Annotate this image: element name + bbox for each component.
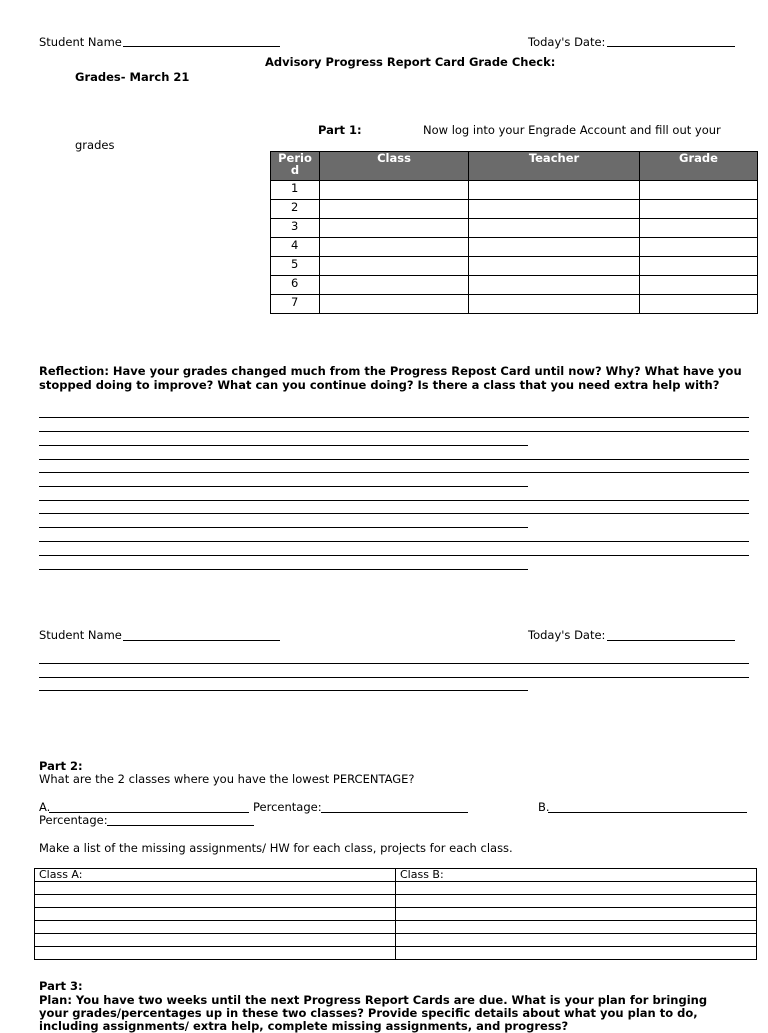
answer-line (39, 555, 749, 556)
answer-line (39, 459, 749, 460)
grade-cell[interactable] (640, 257, 758, 276)
missing-list-instruction: Make a list of the missing assignments/ HW for each class, projects for each class. (39, 841, 513, 855)
student-name-label: Student Name (39, 35, 122, 49)
period-number: 1 (271, 181, 320, 200)
class-a-label: A. (39, 800, 51, 814)
today-date-label: Today's Date: (528, 35, 606, 49)
class-b-cell[interactable] (396, 947, 757, 960)
answer-line (39, 677, 749, 678)
student-name-label-2: Student Name (39, 628, 122, 642)
today-date-field-2[interactable] (528, 628, 605, 642)
class-cell[interactable] (320, 276, 469, 295)
class-cell[interactable] (320, 238, 469, 257)
table-row (271, 181, 758, 200)
class-b-cell[interactable] (396, 921, 757, 934)
table-row (35, 882, 757, 895)
missing-assignments-table (34, 868, 757, 960)
page-title: Advisory Progress Report Card Grade Check: (265, 55, 556, 69)
table-row (35, 869, 757, 882)
percentage-label-a: Percentage: (253, 800, 322, 814)
header-teacher: Teacher (469, 152, 640, 181)
class-b-cell[interactable] (396, 908, 757, 921)
answer-line (39, 445, 528, 446)
table-row (35, 908, 757, 921)
class-b-header: Class B: (396, 869, 757, 882)
class-b-cell[interactable] (396, 882, 757, 895)
period-number: 4 (271, 238, 320, 257)
part3-plan-line1: Plan: You have two weeks until the next Progress Report Cards are due. What is your plan for bringing (39, 993, 708, 1007)
grade-cell[interactable] (640, 238, 758, 257)
answer-line (39, 527, 528, 528)
grades-table (270, 151, 758, 314)
answer-line (39, 472, 749, 473)
answer-line (39, 500, 749, 501)
grades-date: Grades- March 21 (75, 70, 190, 84)
today-date-line (607, 46, 735, 47)
period-number: 5 (271, 257, 320, 276)
part2-question: What are the 2 classes where you have the lowest PERCENTAGE? (39, 772, 415, 786)
table-row (271, 295, 758, 314)
percentage-label-b: Percentage: (39, 813, 108, 827)
part3-plan-line3: including assignments/ extra help, complete missing assignments, and progress? (39, 1019, 569, 1033)
class-a-cell[interactable] (35, 895, 396, 908)
teacher-cell[interactable] (469, 257, 640, 276)
table-row (271, 238, 758, 257)
teacher-cell[interactable] (469, 276, 640, 295)
percentage-a-line[interactable] (321, 812, 468, 813)
teacher-cell[interactable] (469, 200, 640, 219)
class-b-cell[interactable] (396, 895, 757, 908)
class-cell[interactable] (320, 257, 469, 276)
answer-line (39, 569, 528, 570)
class-a-cell[interactable] (35, 908, 396, 921)
table-row (271, 219, 758, 238)
part3-plan-line2: your grades/percentages up in these two classes? Provide specific details about what you plan to do, (39, 1006, 698, 1020)
header-grade: Grade (640, 152, 758, 181)
period-number: 2 (271, 200, 320, 219)
class-a-cell[interactable] (35, 934, 396, 947)
class-b-line[interactable] (548, 812, 747, 813)
answer-line (39, 417, 749, 418)
part1-instruction-cont: grades (75, 138, 115, 152)
answer-line (39, 431, 749, 432)
table-row (35, 934, 757, 947)
student-name-field-2[interactable] (39, 628, 122, 642)
part1-instruction: Now log into your Engrade Account and fill out your (423, 123, 721, 137)
teacher-cell[interactable] (469, 295, 640, 314)
table-row (35, 947, 757, 960)
period-number: 7 (271, 295, 320, 314)
class-a-cell[interactable] (35, 882, 396, 895)
student-name-line-2 (123, 640, 280, 641)
class-a-cell[interactable] (35, 947, 396, 960)
grade-cell[interactable] (640, 295, 758, 314)
class-cell[interactable] (320, 295, 469, 314)
part2-label: Part 2: (39, 759, 83, 773)
student-name-field[interactable] (39, 35, 122, 49)
answer-line (39, 486, 528, 487)
class-b-cell[interactable] (396, 934, 757, 947)
today-date-field[interactable] (528, 35, 605, 49)
percentage-b-line[interactable] (107, 825, 254, 826)
part1-label: Part 1: (318, 123, 362, 137)
teacher-cell[interactable] (469, 219, 640, 238)
class-a-cell[interactable] (35, 921, 396, 934)
class-b-label: B. (538, 800, 550, 814)
grades-table-header (271, 152, 758, 181)
grade-cell[interactable] (640, 181, 758, 200)
table-row (271, 200, 758, 219)
period-number: 3 (271, 219, 320, 238)
student-name-line (123, 46, 280, 47)
teacher-cell[interactable] (469, 238, 640, 257)
grade-cell[interactable] (640, 276, 758, 295)
reflection-prompt: Reflection: Have your grades changed much from the Progress Repost Card until now? Why? What have you stopped doing to improve? What can you continue doing? Is there a class that you need extra help with? (39, 364, 742, 392)
answer-line (39, 541, 749, 542)
class-cell[interactable] (320, 200, 469, 219)
table-row (271, 276, 758, 295)
header-class: Class (320, 152, 469, 181)
today-date-line-2 (607, 640, 735, 641)
grade-cell[interactable] (640, 219, 758, 238)
part3-label: Part 3: (39, 979, 83, 993)
today-date-label-2: Today's Date: (528, 628, 606, 642)
class-cell[interactable] (320, 219, 469, 238)
header-period: Period (271, 152, 320, 181)
answer-line (39, 663, 749, 664)
class-cell[interactable] (320, 181, 469, 200)
class-a-header: Class A: (35, 869, 396, 882)
table-row (35, 921, 757, 934)
answer-line (39, 513, 749, 514)
period-number: 6 (271, 276, 320, 295)
table-row (35, 895, 757, 908)
answer-line (39, 690, 528, 691)
grade-cell[interactable] (640, 200, 758, 219)
teacher-cell[interactable] (469, 181, 640, 200)
table-row (271, 257, 758, 276)
